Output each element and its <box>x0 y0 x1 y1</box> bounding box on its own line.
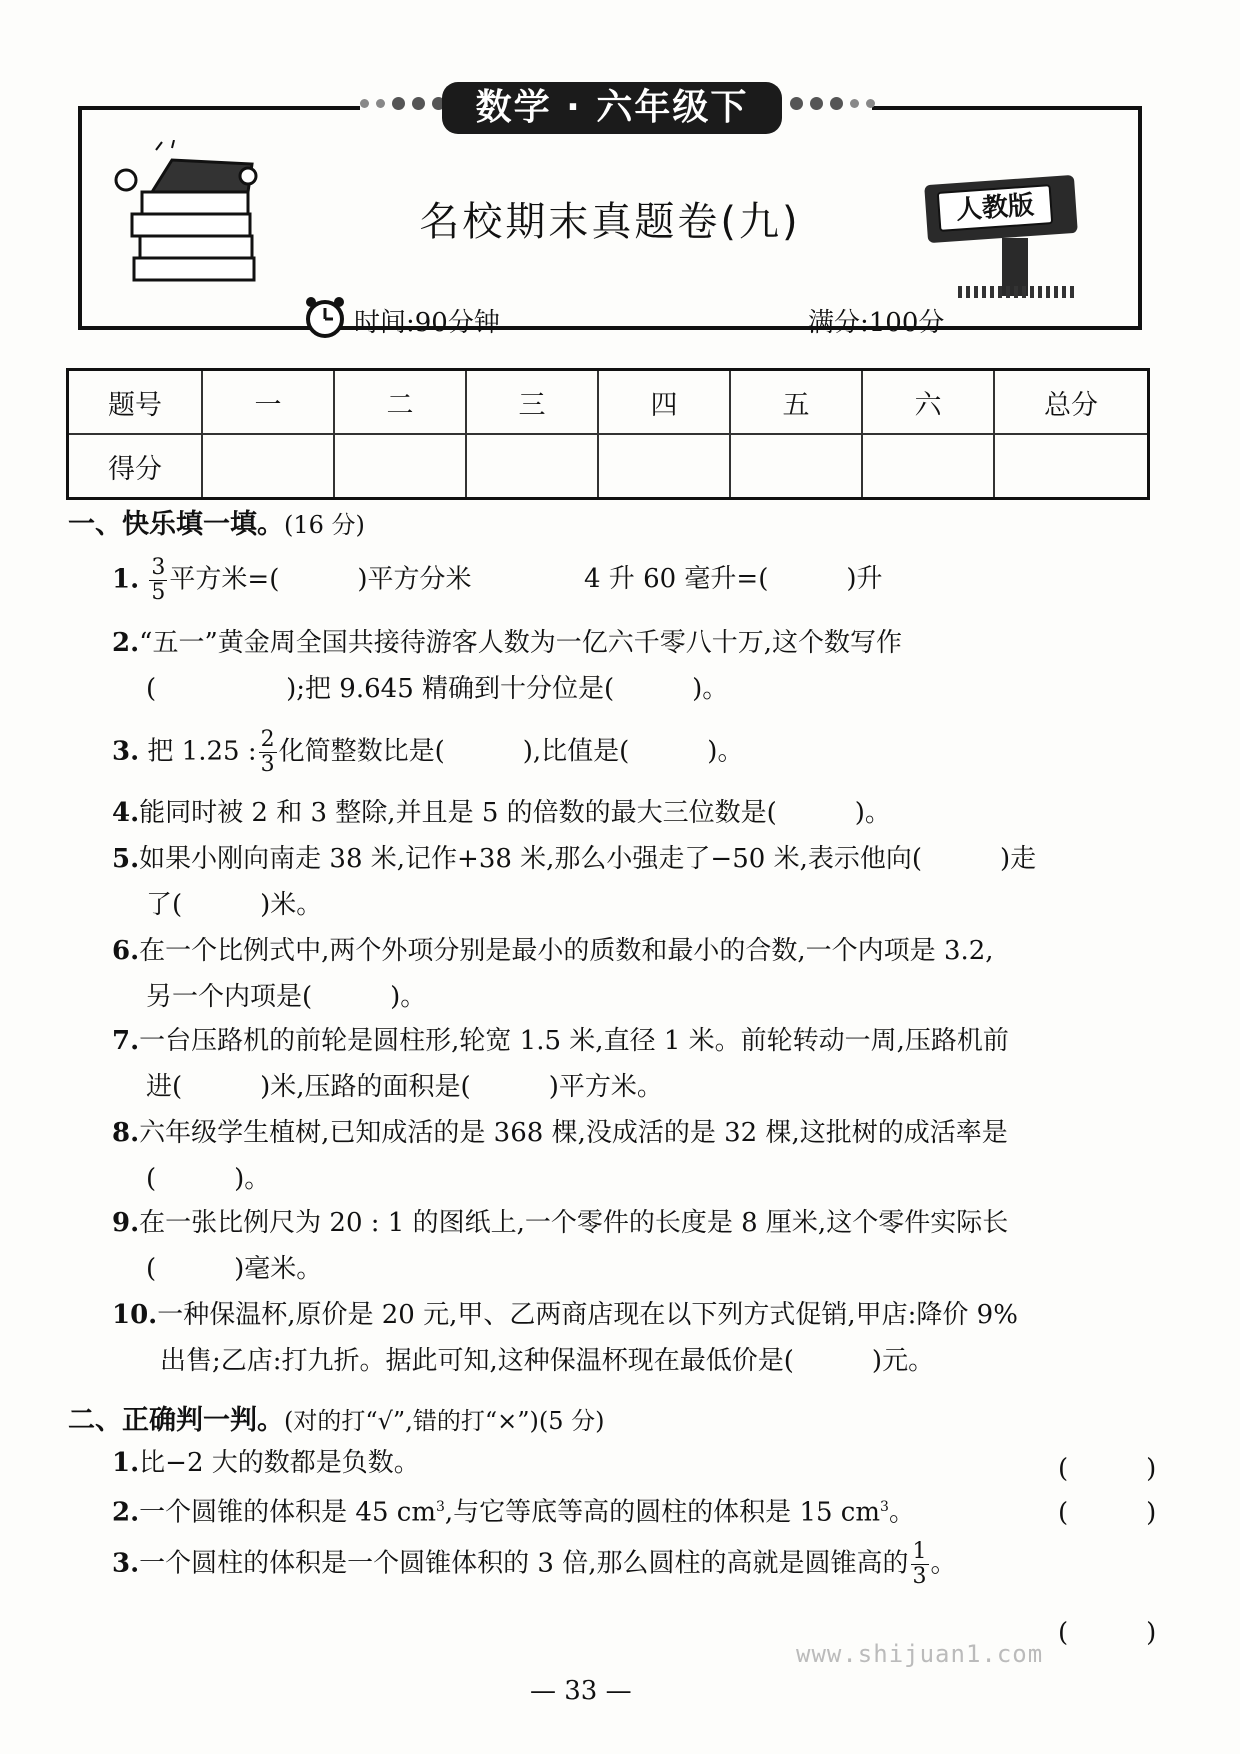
question-number: 2. <box>112 1497 140 1528</box>
score-input-cell[interactable] <box>862 434 994 499</box>
page-number: — 33 — <box>530 1676 632 1706</box>
fraction <box>911 1540 929 1589</box>
question-text: 能同时被 2 和 3 整除,并且是 5 的倍数的最大三位数是( )。 <box>139 798 891 828</box>
score-input-cell[interactable] <box>334 434 466 499</box>
subject-banner: 数学 · 六年级下 <box>442 82 782 134</box>
section-note: (对的打“√”,错的打“×”)(5 分) <box>284 1407 605 1435</box>
question-text: 了( )米。 <box>146 890 323 920</box>
section-title: 二、正确判一判。 <box>68 1405 284 1436</box>
fraction-denominator: 5 <box>151 580 166 605</box>
question-text: 比−2 大的数都是负数。 <box>139 1448 420 1478</box>
answer-paren[interactable]: ( ) <box>1058 1618 1157 1648</box>
question-text: 4 升 60 毫升=( )升 <box>584 564 883 594</box>
question-1-4 <box>112 790 1152 836</box>
table-cell: 二 <box>334 370 466 435</box>
question-2-3 <box>112 1540 1152 1589</box>
watermark: www.shijuan1.com <box>796 1640 1044 1668</box>
section-2-heading <box>68 1398 604 1437</box>
fraction-numerator: 2 <box>260 727 275 752</box>
score-table <box>66 368 1150 500</box>
question-number: 8. <box>112 1118 140 1148</box>
alarm-clock-icon <box>302 294 348 340</box>
table-cell: 五 <box>730 370 862 435</box>
question-text: 把 1.25 : <box>147 736 257 767</box>
exam-time: 时间:90分钟 <box>354 308 500 338</box>
books-illustration-icon <box>112 140 272 300</box>
question-1-7 <box>112 1018 1152 1110</box>
question-text: 化简整数比是( ),比值是( )。 <box>278 736 744 767</box>
question-text: 六年级学生植树,已知成活的是 368 棵,没成活的是 32 棵,这批树的成活率是 <box>139 1118 1008 1148</box>
fraction-numerator: 1 <box>912 1539 927 1564</box>
question-number: 3. <box>112 736 140 767</box>
question-number: 9. <box>112 1208 140 1238</box>
full-score: 满分:100分 <box>808 308 945 338</box>
question-number: 4. <box>112 798 140 828</box>
question-text: ( )。 <box>146 1164 271 1194</box>
score-input-cell[interactable] <box>466 434 598 499</box>
question-number: 5. <box>112 844 140 874</box>
question-number: 7. <box>112 1026 140 1056</box>
question-text: 出售;乙店:打九折。据此可知,这种保温杯现在最低价是( )元。 <box>160 1346 935 1376</box>
question-number: 1. <box>112 1448 140 1478</box>
question-text: “五一”黄金周全国共接待游客人数为一亿六千零八十万,这个数写作 <box>139 628 903 658</box>
table-cell: 得分 <box>68 434 203 499</box>
question-text: ( )毫米。 <box>146 1254 323 1284</box>
question-text: ,与它等底等高的圆柱的体积是 15 cm <box>444 1497 881 1528</box>
question-text: 一种保温杯,原价是 20 元,甲、乙两商店现在以下列方式促销,甲店:降价 9% <box>157 1300 1018 1330</box>
score-table-score-row <box>68 434 1149 499</box>
question-text: 在一张比例尺为 20 : 1 的图纸上,一个零件的长度是 8 厘米,这个零件实际长 <box>139 1208 1009 1238</box>
right-dots-decoration <box>790 97 875 110</box>
frame-top-right-line <box>872 106 1142 110</box>
question-1-5 <box>112 836 1152 928</box>
left-dots-decoration <box>360 97 445 110</box>
question-1-1 <box>112 556 1152 605</box>
fraction-denominator: 3 <box>912 1564 927 1589</box>
edition-badge: 人教版 <box>937 184 1054 232</box>
question-1-8 <box>112 1110 1152 1202</box>
page-title: 名校期末真题卷(九) <box>419 199 801 245</box>
question-text: 。 <box>888 1497 915 1528</box>
question-text: 一个圆锥的体积是 45 cm <box>139 1497 436 1528</box>
question-1-9 <box>112 1200 1152 1292</box>
question-text: ( );把 9.645 精确到十分位是( )。 <box>146 674 729 704</box>
question-text: 在一个比例式中,两个外项分别是最小的质数和最小的合数,一个内项是 3.2, <box>139 936 994 966</box>
score-table-header-row <box>68 370 1149 435</box>
frame-top-left-line <box>78 106 360 110</box>
question-text: 一台压路机的前轮是圆柱形,轮宽 1.5 米,直径 1 米。前轮转动一周,压路机前 <box>139 1026 1009 1056</box>
fraction-denominator: 3 <box>260 752 275 777</box>
fraction-numerator: 3 <box>151 555 166 580</box>
question-text: 如果小刚向南走 38 米,记作+38 米,那么小强走了−50 米,表示他向( )走 <box>139 844 1037 874</box>
score-input-cell[interactable] <box>598 434 730 499</box>
section-1-heading <box>68 502 365 541</box>
section-points: (16 分) <box>284 511 365 539</box>
answer-paren[interactable]: ( ) <box>1058 1454 1157 1484</box>
score-input-cell[interactable] <box>202 434 334 499</box>
table-cell: 一 <box>202 370 334 435</box>
question-text: 。 <box>930 1548 957 1579</box>
superscript: 3 <box>880 1499 889 1515</box>
question-2-2 <box>112 1484 1152 1536</box>
table-cell: 题号 <box>68 370 203 435</box>
question-text: 一个圆柱的体积是一个圆锥体积的 3 倍,那么圆柱的高就是圆锥高的 <box>139 1548 909 1579</box>
table-cell: 六 <box>862 370 994 435</box>
table-cell: 三 <box>466 370 598 435</box>
section-title: 一、快乐填一填。 <box>68 509 284 540</box>
question-1-3 <box>112 728 1152 777</box>
superscript: 3 <box>436 1499 445 1515</box>
question-2-1 <box>112 1440 1152 1486</box>
question-number: 2. <box>112 628 140 658</box>
score-input-cell[interactable] <box>730 434 862 499</box>
question-number: 6. <box>112 936 140 966</box>
question-1-6 <box>112 928 1152 1020</box>
table-cell: 四 <box>598 370 730 435</box>
question-number: 3. <box>112 1548 140 1579</box>
question-text: 平方米=( )平方分米 <box>169 564 472 595</box>
question-number: 10. <box>112 1300 158 1330</box>
fraction <box>149 556 167 605</box>
question-number: 1. <box>112 564 140 595</box>
fraction <box>259 728 277 777</box>
question-1-10 <box>112 1292 1152 1384</box>
question-text: 进( )米,压路的面积是( )平方米。 <box>146 1072 663 1102</box>
question-1-2 <box>112 620 1152 712</box>
edition-sign <box>918 168 1098 296</box>
answer-paren[interactable]: ( ) <box>1058 1498 1157 1528</box>
score-input-cell[interactable] <box>994 434 1149 499</box>
question-text: 另一个内项是( )。 <box>146 982 427 1012</box>
table-cell: 总分 <box>994 370 1149 435</box>
